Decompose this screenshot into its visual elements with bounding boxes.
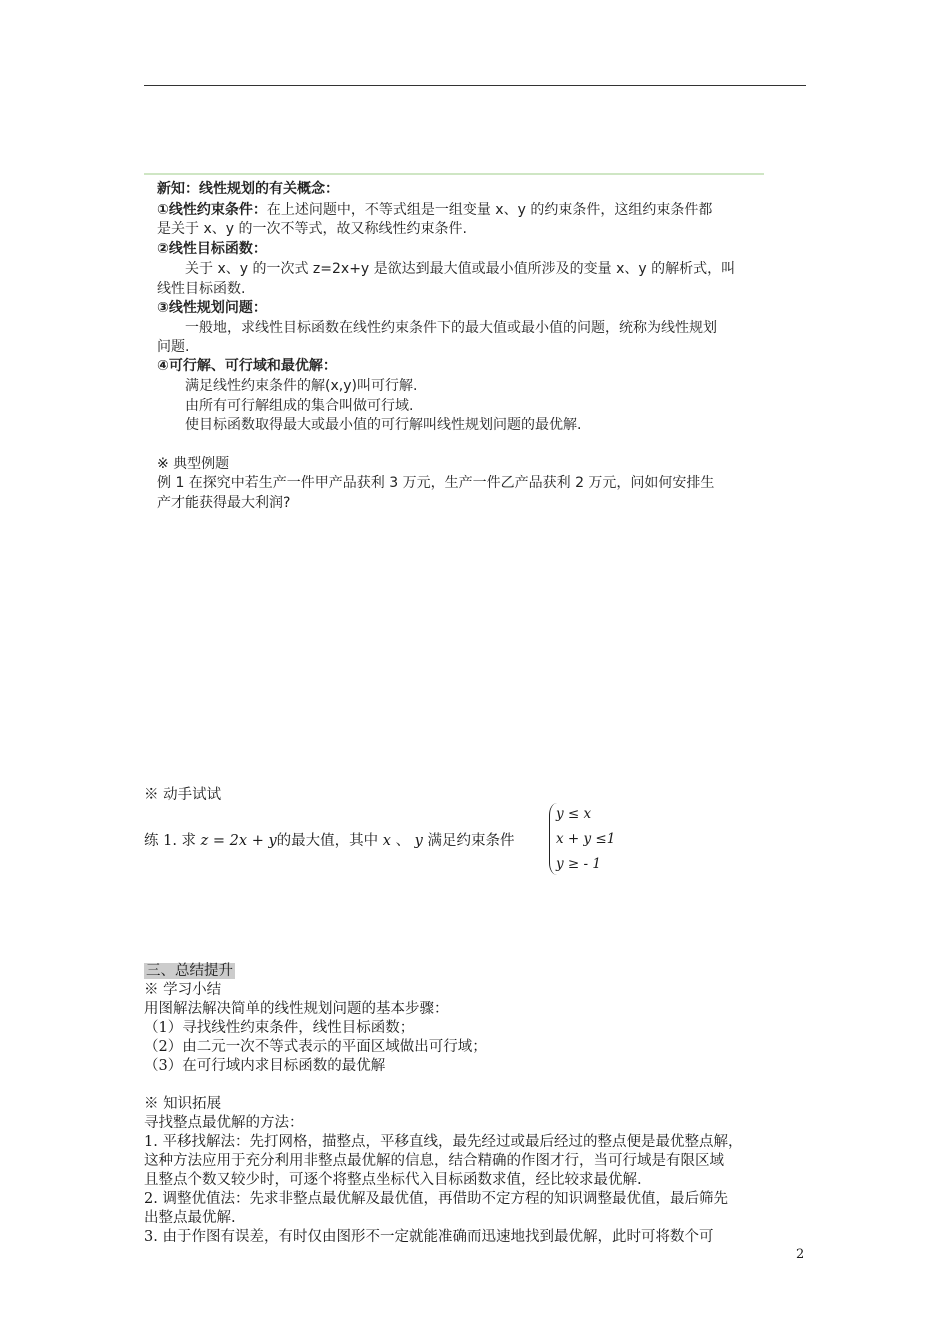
concept-1	[157, 201, 712, 220]
header-rule	[144, 85, 806, 86]
constraint-2: x + y ≤1	[556, 831, 616, 847]
ext-line-1: 1. 平移找解法：先打网格，描整点，平移直线，最先经过或最后经过的整点便是最优整点解，	[144, 1134, 743, 1150]
ext-line-3: 且整点个数又较少时，可逐个将整点坐标代入目标函数求值，经比较求最优解.	[144, 1172, 642, 1188]
concept-3-line1: 一般地，求线性目标函数在线性约束条件下的最大值或最小值的问题，统称为线性规划	[185, 320, 717, 336]
concept-2-line2: 线性目标函数.	[157, 281, 246, 297]
objective-formula: z = 2x + y	[200, 833, 277, 849]
example-line2: 产才能获得最大利润?	[157, 495, 291, 511]
ext-line-6: 3. 由于作图有误差，有时仅由图形不一定就能准确而迅速地找到最优解，此时可将数个可	[144, 1229, 714, 1245]
constraint-1: y ≤ x	[556, 806, 592, 822]
concept-1-line1: 在上述问题中，不等式组是一组变量 x、y 的约束条件，这组约束条件都	[266, 202, 713, 218]
separator: 、	[395, 833, 411, 849]
practice-question	[144, 832, 514, 851]
example-line1: 例 1 在探究中若生产一件甲产品获利 3 万元，生产一件乙产品获利 2 万元，问如何安排生	[157, 475, 715, 491]
practice-label: 练 1. 求	[144, 833, 197, 849]
ext-line-5: 出整点最优解.	[144, 1210, 236, 1226]
concept-4-line1: 满足线性约束条件的解(x,y)叫可行解.	[185, 378, 418, 394]
constraint-3: y ≥ - 1	[556, 856, 601, 872]
ext-heading: ※ 知识拓展	[144, 1096, 222, 1112]
concept-2-title: ②线性目标函数：	[157, 241, 267, 257]
page-number: 2	[796, 1247, 805, 1262]
step-1: （1）寻找线性约束条件，线性目标函数；	[144, 1020, 415, 1036]
practice-mid-text: 的最大值，其中	[276, 833, 379, 849]
concept-4-line3: 使目标函数取得最大或最小值的可行解叫线性规划问题的最优解.	[185, 417, 582, 433]
box-heading: 新知：线性规划的有关概念：	[157, 181, 339, 197]
concept-4-title: ④可行解、可行域和最优解：	[157, 358, 337, 374]
ext-line-4: 2. 调整优值法：先求非整点最优解及最优值，再借助不定方程的知识调整最优值，最后筛先	[144, 1191, 728, 1207]
concept-4-line2: 由所有可行解组成的集合叫做可行域.	[185, 398, 414, 414]
box-top-border	[144, 173, 764, 175]
concept-3-title: ③线性规划问题：	[157, 300, 267, 316]
concept-1-title: ①线性约束条件：	[157, 202, 267, 218]
summary-section	[144, 962, 742, 1247]
ext-line-2: 这种方法应用于充分利用非整点最优解的信息，结合精确的作图才行，当可行域是有限区域	[144, 1153, 724, 1169]
spacer	[144, 1076, 742, 1095]
study-intro: 用图解法解决简单的线性规划问题的基本步骤：	[144, 1001, 449, 1017]
step-3: （3）在可行域内求目标函数的最优解	[144, 1058, 386, 1074]
practice-tail-text: 满足约束条件	[427, 833, 515, 849]
example-heading: ※ 典型例题	[157, 456, 230, 472]
var-y: y	[414, 833, 423, 849]
practice-heading: ※ 动手试试	[144, 787, 222, 803]
concept-1-line2: 是关于 x、y 的一次不等式，故又称线性约束条件.	[157, 221, 467, 237]
concept-2-line1: 关于 x、y 的一次式 z=2x+y 是欲达到最大值或最小值所涉及的变量 x、y 的解析式，叫	[185, 261, 736, 277]
section-title: 三、总结提升	[146, 963, 233, 979]
study-heading: ※ 学习小结	[144, 982, 222, 998]
section-title-row	[144, 962, 742, 981]
ext-intro: 寻找整点最优解的方法：	[144, 1115, 304, 1131]
concept-3-line2: 问题.	[157, 339, 190, 355]
step-2: （2）由二元一次不等式表示的平面区域做出可行域；	[144, 1039, 487, 1055]
var-x: x	[382, 833, 391, 849]
